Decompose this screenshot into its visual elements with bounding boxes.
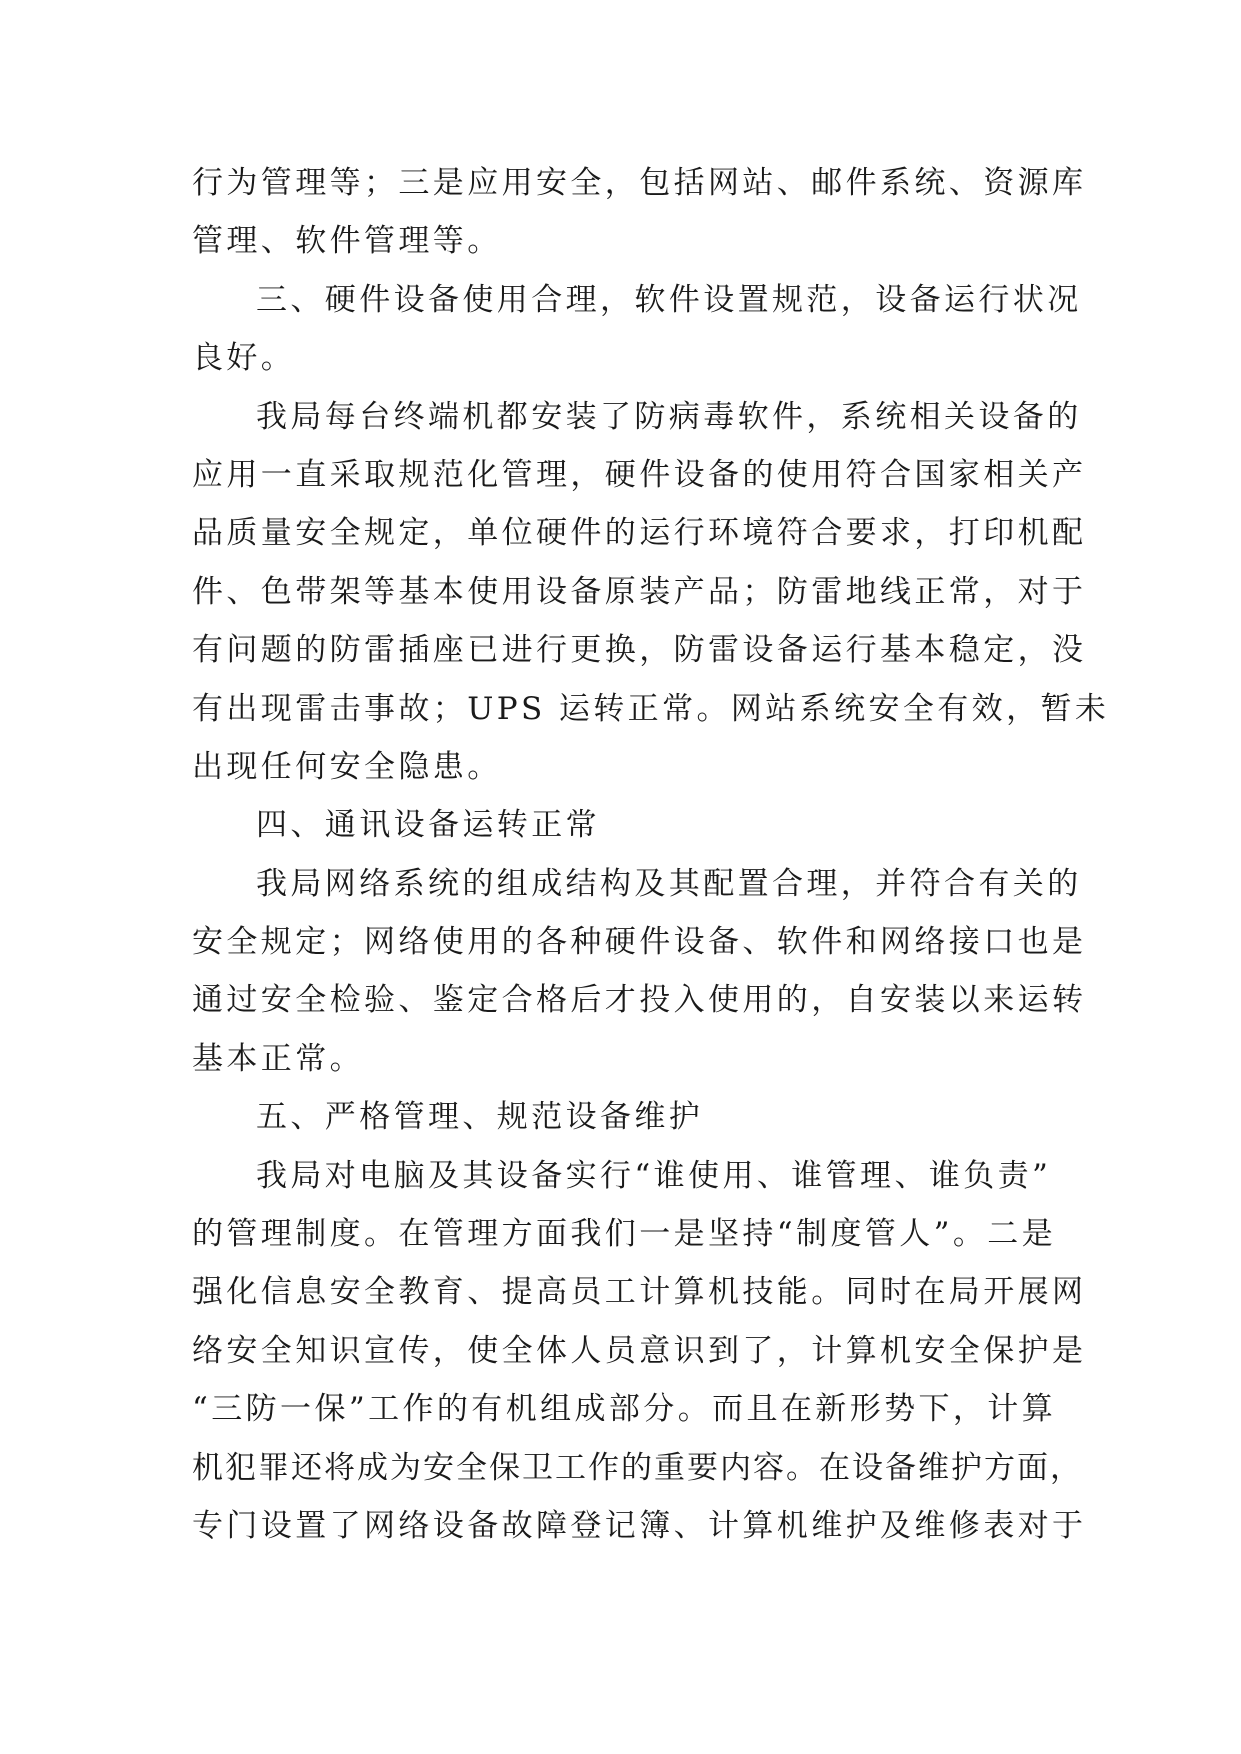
text-line: 我局对电脑及其设备实行“谁使用、谁管理、谁负责”	[256, 1157, 1052, 1194]
text-line: 件、色带架等基本使用设备原装产品；防雷地线正常，对于	[192, 573, 1087, 610]
text-line: 有问题的防雷插座已进行更换，防雷设备运行基本稳定，没	[192, 632, 1087, 669]
text-line: 出现任何安全隐患。	[192, 748, 502, 785]
text-line: 专门设置了网络设备故障登记簿、计算机维护及维修表对于	[192, 1507, 1087, 1544]
text-line: 的管理制度。在管理方面我们一是坚持“制度管人”。二是	[192, 1216, 1057, 1253]
text-line: 我局网络系统的组成结构及其配置合理，并符合有关的	[256, 865, 1082, 902]
text-line: 我局每台终端机都安装了防病毒软件，系统相关设备的	[256, 398, 1082, 435]
text-line: 良好。	[192, 340, 296, 377]
text-line: “三防一保”工作的有机组成部分。而且在新形势下，计算	[192, 1391, 1057, 1428]
section-heading: 三、硬件设备使用合理，软件设置规范，设备运行状况	[256, 281, 1082, 318]
section-heading: 五、严格管理、规范设备维护	[256, 1099, 704, 1136]
text-line: 强化信息安全教育、提高员工计算机技能。同时在局开展网	[192, 1274, 1087, 1311]
text-line: 通过安全检验、鉴定合格后才投入使用的，自安装以来运转	[192, 982, 1087, 1019]
text-line: 品质量安全规定，单位硬件的运行环境符合要求，打印机配	[192, 515, 1087, 552]
text-line: 有出现雷击事故；UPS 运转正常。网站系统安全有效，暂未	[192, 690, 1110, 727]
document-body	[192, 154, 1110, 1555]
text-line: 行为管理等；三是应用安全，包括网站、邮件系统、资源库	[192, 165, 1087, 201]
text-line: 应用一直采取规范化管理，硬件设备的使用符合国家相关产	[192, 456, 1087, 493]
section-heading: 四、通讯设备运转正常	[256, 807, 600, 844]
text-line: 基本正常。	[192, 1040, 364, 1077]
text-line: 管理、软件管理等。	[192, 223, 502, 260]
text-line: 机犯罪还将成为安全保卫工作的重要内容。在设备维护方面，	[192, 1449, 1083, 1486]
text-line: 安全规定；网络使用的各种硬件设备、软件和网络接口也是	[192, 924, 1087, 961]
text-line: 络安全知识宣传，使全体人员意识到了，计算机安全保护是	[192, 1332, 1087, 1369]
